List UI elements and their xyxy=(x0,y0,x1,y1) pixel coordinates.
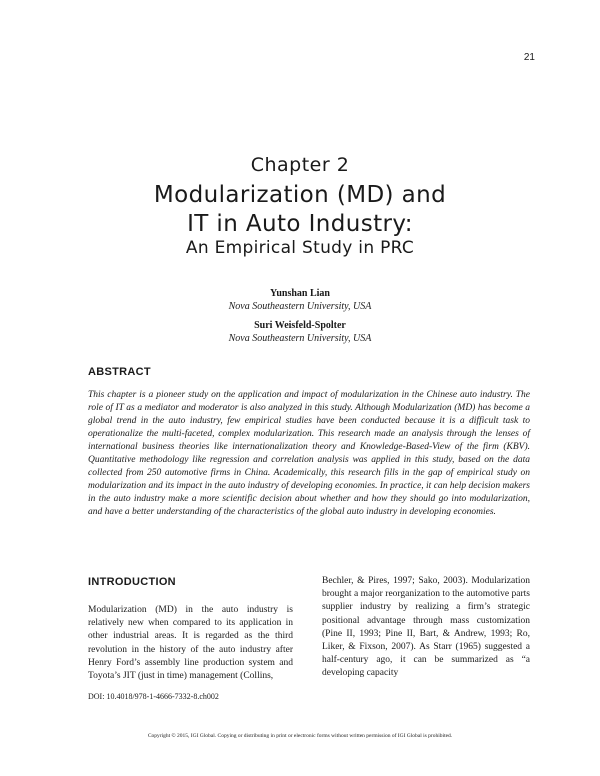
author-affiliation: Nova Southeastern University, USA xyxy=(228,333,372,344)
page-number: 21 xyxy=(523,52,535,63)
author-name: Suri Weisfeld-Spolter xyxy=(254,320,346,331)
copyright-notice: Copyright © 2015, IGI Global. Copying or distributing in print or electronic forms without written permission of IGI Global is prohibited. xyxy=(147,733,453,739)
title-line-1: Modularization (MD) and xyxy=(153,182,447,208)
doi: DOI: 10.4018/978-1-4666-7332-8.ch002 xyxy=(88,692,219,701)
author-block-2 xyxy=(0,319,600,345)
chapter-subtitle: An Empirical Study in PRC xyxy=(185,238,415,258)
author-name: Yunshan Lian xyxy=(270,288,330,299)
abstract-heading: ABSTRACT xyxy=(88,366,151,378)
introduction-heading: INTRODUCTION xyxy=(88,576,176,588)
author-affiliation: Nova Southeastern University, USA xyxy=(228,301,372,312)
chapter-label: Chapter 2 xyxy=(250,154,350,176)
introduction-left-column: Modularization (MD) in the auto industry is relatively new when compared to its application in other industrial areas. It is regarded as the third revolution in the history of the auto industry after Henry Ford’s assembly line production system and Toyota’s JIT (just in time) management (Collins, xyxy=(88,605,293,682)
chapter-title xyxy=(0,181,600,239)
introduction-right-column: Bechler, & Pires, 1997; Sako, 2003). Modularization brought a major reorganization to the automotive parts supplier industry by realizing a firm’s strategic positional advantage through mass customization (Pine II, 1993; Pine II, Bart, & Andrew, 1993; Ro, Liker, & Fixson, 2007). As Starr (1965) suggested a half-century ago, it can be summarized as “a developing capacity xyxy=(322,576,530,679)
abstract-text: This chapter is a pioneer study on the application and impact of modularization in the Chinese auto industry. The role of IT as a mediator and moderator is also analyzed in this study. Although Modularization (MD) has become a global trend in the auto industry, few empirical studies have been conducted because it is a difficult task to operationalize the multi-faceted, complex modularization. This research made an analysis through the lenses of international business theories like internationalization theory and Knowledge-Based-View of the firm (KBV). Quantitative methodology like regression and correlation analysis was applied in this study, based on the data collected from 250 automotive firms in China. Academically, this research fills in the gap of empirical study on modularization and its impact in the auto industry of developing economies. In practice, it can help decision makers in the auto industry make a more scientific decision about whether and how they should go into modularization, and have a better understanding of the characteristics of the global auto industry in developing economies. xyxy=(88,390,530,517)
title-line-2: IT in Auto Industry: xyxy=(187,211,413,237)
author-block-1 xyxy=(0,287,600,313)
